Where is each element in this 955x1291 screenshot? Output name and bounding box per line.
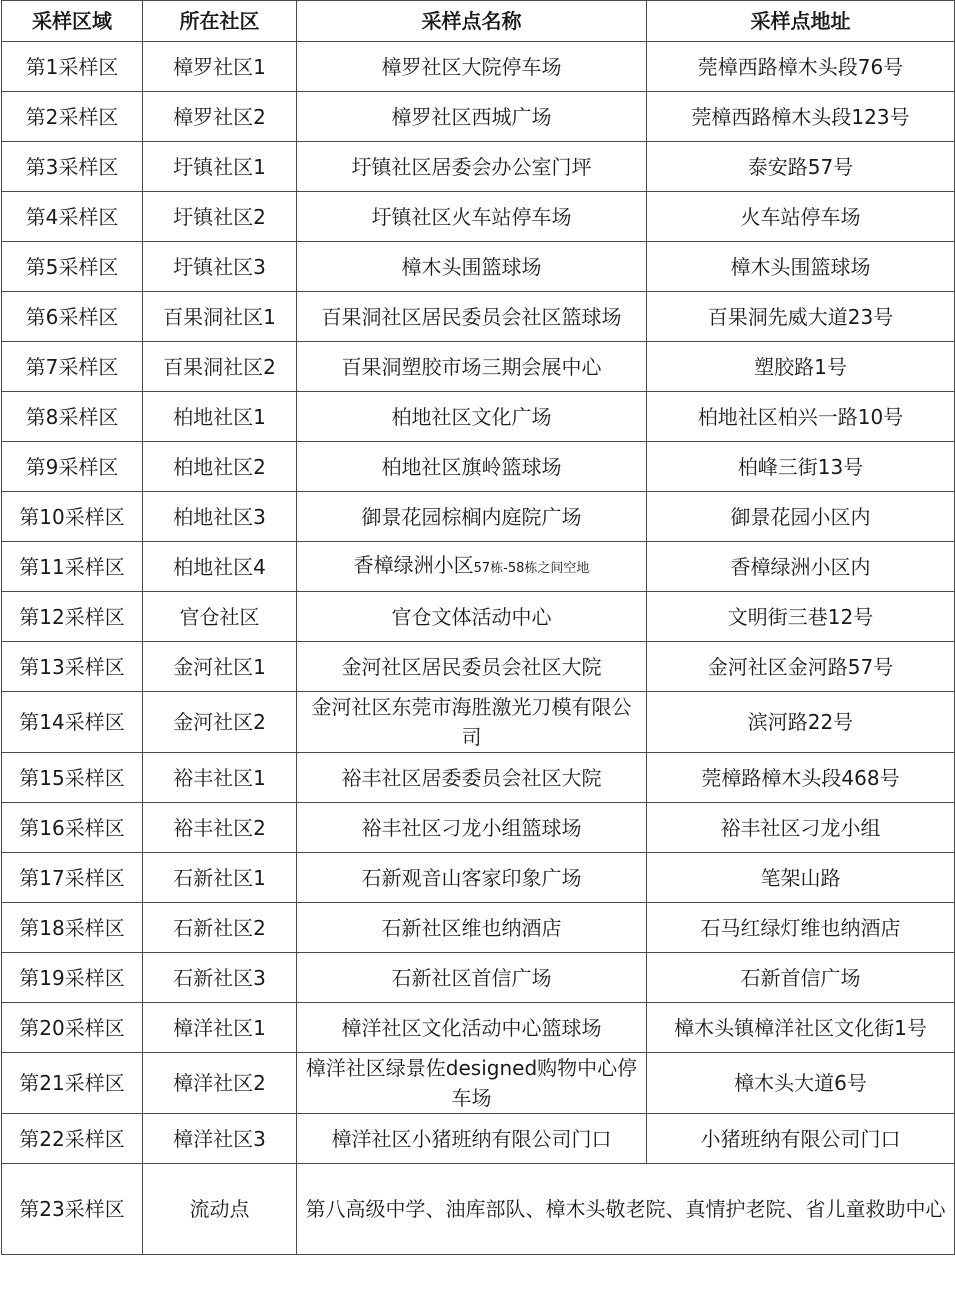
cell-area: 第10采样区 bbox=[2, 492, 143, 542]
cell-site-address: 莞樟西路樟木头段76号 bbox=[647, 42, 955, 92]
cell-community: 圩镇社区2 bbox=[143, 192, 297, 242]
cell-area: 第5采样区 bbox=[2, 242, 143, 292]
header-community: 所在社区 bbox=[143, 1, 297, 42]
table-row bbox=[2, 1053, 955, 1114]
cell-community: 柏地社区2 bbox=[143, 442, 297, 492]
cell-community: 官仓社区 bbox=[143, 592, 297, 642]
table-row bbox=[2, 642, 955, 692]
cell-site-address: 樟木头围篮球场 bbox=[647, 242, 955, 292]
cell-area: 第23采样区 bbox=[2, 1164, 143, 1255]
cell-area: 第3采样区 bbox=[2, 142, 143, 192]
cell-site-name: 百果洞塑胶市场三期会展中心 bbox=[297, 342, 647, 392]
cell-site-name bbox=[297, 542, 647, 592]
cell-community: 柏地社区4 bbox=[143, 542, 297, 592]
cell-site-address: 裕丰社区刁龙小组 bbox=[647, 803, 955, 853]
table-row bbox=[2, 392, 955, 442]
cell-area: 第1采样区 bbox=[2, 42, 143, 92]
cell-area: 第6采样区 bbox=[2, 292, 143, 342]
cell-site-name: 石新观音山客家印象广场 bbox=[297, 853, 647, 903]
table-body bbox=[2, 42, 955, 1255]
table-row bbox=[2, 242, 955, 292]
cell-community: 裕丰社区2 bbox=[143, 803, 297, 853]
table-row bbox=[2, 542, 955, 592]
table-row bbox=[2, 92, 955, 142]
header-area: 采样区域 bbox=[2, 1, 143, 42]
cell-site-name: 樟洋社区小猪班纳有限公司门口 bbox=[297, 1114, 647, 1164]
cell-site-address: 香樟绿洲小区内 bbox=[647, 542, 955, 592]
cell-community: 樟罗社区1 bbox=[143, 42, 297, 92]
table-row bbox=[2, 342, 955, 392]
table-row bbox=[2, 692, 955, 753]
table-row bbox=[2, 953, 955, 1003]
cell-community: 柏地社区1 bbox=[143, 392, 297, 442]
table-row bbox=[2, 442, 955, 492]
cell-site-name: 百果洞社区居民委员会社区篮球场 bbox=[297, 292, 647, 342]
cell-community: 金河社区2 bbox=[143, 692, 297, 753]
cell-community: 樟洋社区1 bbox=[143, 1003, 297, 1053]
cell-community: 圩镇社区1 bbox=[143, 142, 297, 192]
cell-site-name: 裕丰社区居委委员会社区大院 bbox=[297, 753, 647, 803]
cell-site-address: 石新首信广场 bbox=[647, 953, 955, 1003]
cell-site-name: 裕丰社区刁龙小组篮球场 bbox=[297, 803, 647, 853]
cell-site-address: 火车站停车场 bbox=[647, 192, 955, 242]
cell-area: 第2采样区 bbox=[2, 92, 143, 142]
table-row bbox=[2, 803, 955, 853]
cell-community: 樟洋社区2 bbox=[143, 1053, 297, 1114]
cell-community: 石新社区1 bbox=[143, 853, 297, 903]
cell-area: 第4采样区 bbox=[2, 192, 143, 242]
cell-area: 第21采样区 bbox=[2, 1053, 143, 1114]
cell-site-address: 文明街三巷12号 bbox=[647, 592, 955, 642]
cell-site-address: 小猪班纳有限公司门口 bbox=[647, 1114, 955, 1164]
table-row bbox=[2, 42, 955, 92]
cell-site-name: 御景花园棕榈内庭院广场 bbox=[297, 492, 647, 542]
table-row bbox=[2, 292, 955, 342]
cell-site-address: 百果洞先威大道23号 bbox=[647, 292, 955, 342]
site-name-note: 57栋-58栋之间空地 bbox=[473, 560, 590, 576]
table-row bbox=[2, 853, 955, 903]
header-site-address: 采样点地址 bbox=[647, 1, 955, 42]
cell-site-name: 樟罗社区西城广场 bbox=[297, 92, 647, 142]
table-row bbox=[2, 753, 955, 803]
cell-area: 第19采样区 bbox=[2, 953, 143, 1003]
cell-site-name: 官仓文体活动中心 bbox=[297, 592, 647, 642]
cell-community: 金河社区1 bbox=[143, 642, 297, 692]
cell-site-address: 樟木头大道6号 bbox=[647, 1053, 955, 1114]
cell-area: 第17采样区 bbox=[2, 853, 143, 903]
cell-community: 樟罗社区2 bbox=[143, 92, 297, 142]
cell-mobile-sites: 第八高级中学、油库部队、樟木头敬老院、真情护老院、省儿童救助中心 bbox=[297, 1164, 955, 1255]
cell-site-name: 金河社区居民委员会社区大院 bbox=[297, 642, 647, 692]
sampling-sites-table bbox=[1, 0, 955, 1255]
cell-site-name: 圩镇社区居委会办公室门坪 bbox=[297, 142, 647, 192]
cell-area: 第14采样区 bbox=[2, 692, 143, 753]
cell-area: 第20采样区 bbox=[2, 1003, 143, 1053]
cell-community: 圩镇社区3 bbox=[143, 242, 297, 292]
cell-area: 第7采样区 bbox=[2, 342, 143, 392]
cell-area: 第13采样区 bbox=[2, 642, 143, 692]
cell-community: 柏地社区3 bbox=[143, 492, 297, 542]
cell-site-address: 滨河路22号 bbox=[647, 692, 955, 753]
cell-area: 第16采样区 bbox=[2, 803, 143, 853]
cell-site-name: 金河社区东莞市海胜激光刀模有限公司 bbox=[297, 692, 647, 753]
cell-community: 裕丰社区1 bbox=[143, 753, 297, 803]
cell-site-address: 石马红绿灯维也纳酒店 bbox=[647, 903, 955, 953]
cell-area: 第22采样区 bbox=[2, 1114, 143, 1164]
cell-site-address: 笔架山路 bbox=[647, 853, 955, 903]
table-row bbox=[2, 492, 955, 542]
table-row bbox=[2, 903, 955, 953]
cell-area: 第15采样区 bbox=[2, 753, 143, 803]
cell-site-name: 樟洋社区绿景佐designed购物中心停车场 bbox=[297, 1053, 647, 1114]
header-site-name: 采样点名称 bbox=[297, 1, 647, 42]
cell-community: 百果洞社区2 bbox=[143, 342, 297, 392]
cell-site-name: 樟木头围篮球场 bbox=[297, 242, 647, 292]
cell-site-name: 樟洋社区文化活动中心篮球场 bbox=[297, 1003, 647, 1053]
cell-area: 第9采样区 bbox=[2, 442, 143, 492]
cell-community: 樟洋社区3 bbox=[143, 1114, 297, 1164]
table-row bbox=[2, 142, 955, 192]
cell-site-name: 柏地社区旗岭篮球场 bbox=[297, 442, 647, 492]
cell-site-name: 石新社区维也纳酒店 bbox=[297, 903, 647, 953]
cell-site-name: 石新社区首信广场 bbox=[297, 953, 647, 1003]
cell-site-address: 莞樟西路樟木头段123号 bbox=[647, 92, 955, 142]
table-row bbox=[2, 192, 955, 242]
cell-community: 百果洞社区1 bbox=[143, 292, 297, 342]
cell-community: 石新社区2 bbox=[143, 903, 297, 953]
cell-site-address: 柏峰三街13号 bbox=[647, 442, 955, 492]
cell-site-address: 泰安路57号 bbox=[647, 142, 955, 192]
cell-site-name: 柏地社区文化广场 bbox=[297, 392, 647, 442]
header-row bbox=[2, 1, 955, 42]
table-row bbox=[2, 592, 955, 642]
table-row bbox=[2, 1164, 955, 1255]
cell-area: 第12采样区 bbox=[2, 592, 143, 642]
cell-area: 第18采样区 bbox=[2, 903, 143, 953]
cell-site-address: 莞樟路樟木头段468号 bbox=[647, 753, 955, 803]
cell-site-address: 樟木头镇樟洋社区文化街1号 bbox=[647, 1003, 955, 1053]
cell-site-name: 樟罗社区大院停车场 bbox=[297, 42, 647, 92]
cell-community: 流动点 bbox=[143, 1164, 297, 1255]
cell-site-address: 塑胶路1号 bbox=[647, 342, 955, 392]
cell-site-address: 金河社区金河路57号 bbox=[647, 642, 955, 692]
cell-site-address: 柏地社区柏兴一路10号 bbox=[647, 392, 955, 442]
cell-site-name: 圩镇社区火车站停车场 bbox=[297, 192, 647, 242]
cell-area: 第8采样区 bbox=[2, 392, 143, 442]
cell-site-address: 御景花园小区内 bbox=[647, 492, 955, 542]
table-row bbox=[2, 1114, 955, 1164]
cell-area: 第11采样区 bbox=[2, 542, 143, 592]
site-name-text: 香樟绿洲小区 bbox=[353, 552, 474, 577]
table-row bbox=[2, 1003, 955, 1053]
cell-community: 石新社区3 bbox=[143, 953, 297, 1003]
